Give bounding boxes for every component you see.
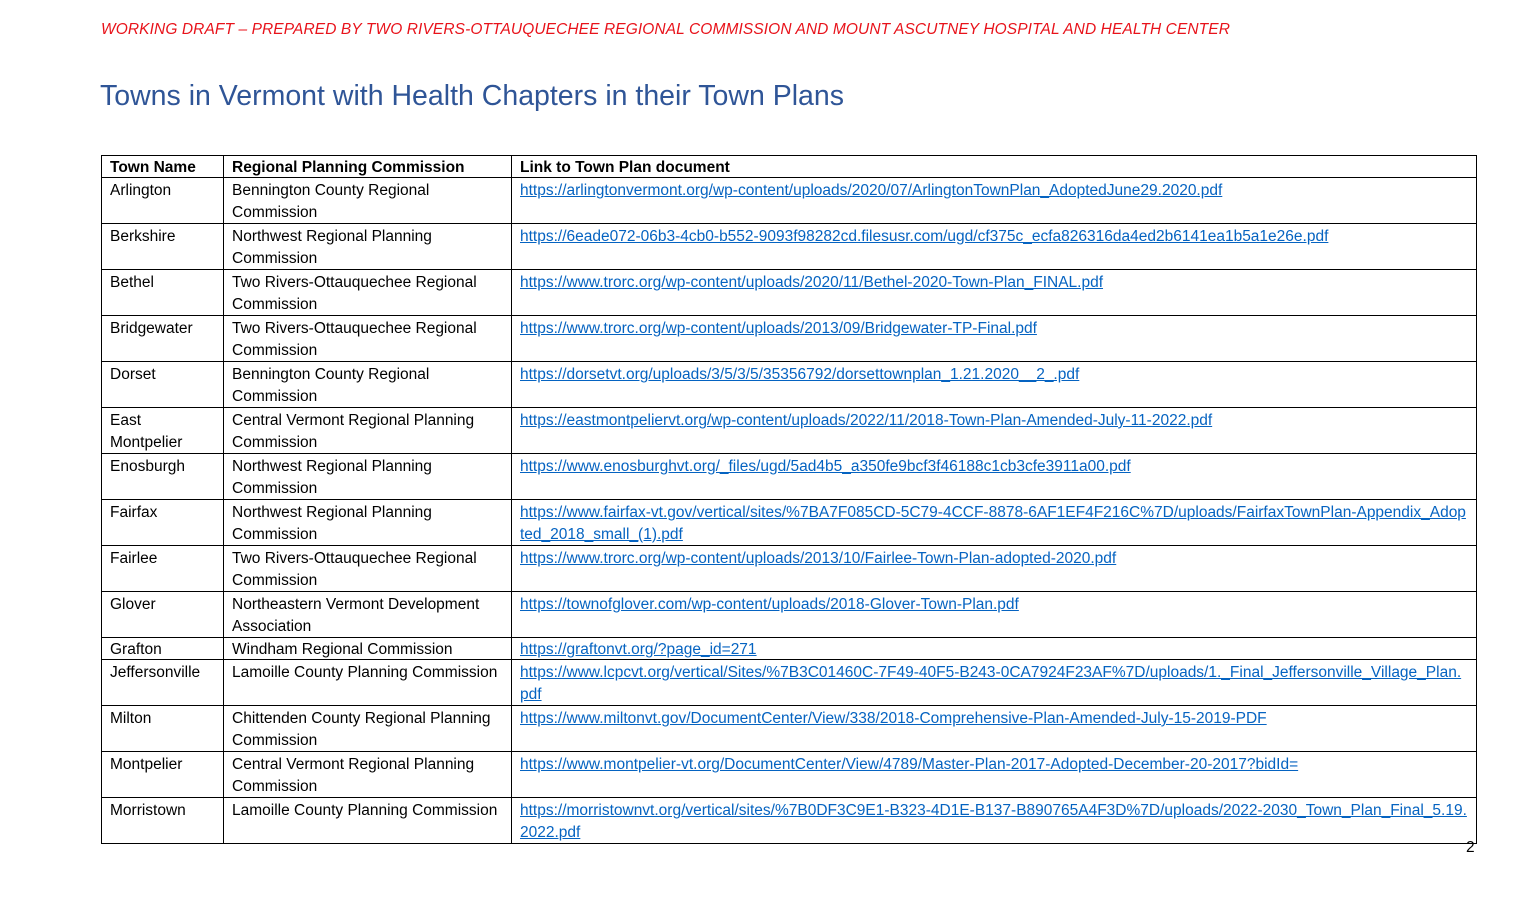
draft-header-note: WORKING DRAFT – PREPARED BY TWO RIVERS-OTTAUQUECHEE REGIONAL COMMISSION AND MOUNT ASCUTNEY HOSPITAL AND HEALTH CENTER [101,21,1230,38]
link-cell [512,546,1477,592]
town-name-cell: Bridgewater [102,316,224,362]
town-name-cell: Fairlee [102,546,224,592]
link-cell [512,454,1477,500]
town-name-cell: Morristown [102,798,224,844]
link-cell [512,638,1477,660]
link-cell [512,752,1477,798]
table-row [102,270,1477,316]
town-plan-link[interactable]: https://www.trorc.org/wp-content/uploads/2020/11/Bethel-2020-Town-Plan_FINAL.pdf [520,274,1104,291]
link-cell [512,706,1477,752]
commission-cell: Two Rivers-Ottauquechee Regional Commission [224,316,512,362]
link-cell [512,592,1477,638]
link-cell [512,224,1477,270]
town-plan-link[interactable]: https://www.montpelier-vt.org/DocumentCenter/View/4789/Master-Plan-2017-Adopted-December-20-2017?bidId= [520,756,1299,773]
towns-table [101,155,1477,844]
table-row [102,752,1477,798]
link-cell [512,316,1477,362]
link-cell [512,362,1477,408]
column-header-town: Town Name [102,156,224,178]
town-name-cell: Arlington [102,178,224,224]
town-plan-link[interactable]: https://www.miltonvt.gov/DocumentCenter/View/338/2018-Comprehensive-Plan-Amended-July-15-2019-PDF [520,710,1267,727]
town-plan-link[interactable]: https://www.trorc.org/wp-content/uploads/2013/10/Fairlee-Town-Plan-adopted-2020.pdf [520,550,1117,567]
town-name-cell: Fairfax [102,500,224,546]
town-plan-link[interactable]: https://eastmontpeliervt.org/wp-content/uploads/2022/11/2018-Town-Plan-Amended-July-11-2022.pdf [520,412,1213,429]
town-plan-link[interactable]: https://www.trorc.org/wp-content/uploads/2013/09/Bridgewater-TP-Final.pdf [520,320,1037,337]
town-name-cell: Dorset [102,362,224,408]
commission-cell: Lamoille County Planning Commission [224,798,512,844]
commission-cell: Windham Regional Commission [224,638,512,660]
commission-cell: Bennington County Regional Commission [224,178,512,224]
town-name-cell: Jeffersonville [102,660,224,706]
table-row [102,316,1477,362]
page-number: 2 [1466,839,1475,856]
town-name-cell: Milton [102,706,224,752]
town-plan-link[interactable]: https://www.lcpcvt.org/vertical/Sites/%7B3C01460C-7F49-40F5-B243-0CA7924F23AF%7D/uploads/1._Final_Jeffersonville_Village_Plan.pdf [520,664,1462,703]
table-row [102,500,1477,546]
town-plan-link[interactable]: https://townofglover.com/wp-content/uploads/2018-Glover-Town-Plan.pdf [520,596,1019,613]
table-row [102,638,1477,660]
link-cell [512,178,1477,224]
commission-cell: Northwest Regional Planning Commission [224,224,512,270]
town-plan-link[interactable]: https://dorsetvt.org/uploads/3/5/3/5/35356792/dorsettownplan_1.21.2020__2_.pdf [520,366,1080,383]
table-row [102,224,1477,270]
town-name-cell: Grafton [102,638,224,660]
commission-cell: Northwest Regional Planning Commission [224,454,512,500]
table-row [102,408,1477,454]
commission-cell: Chittenden County Regional Planning Commission [224,706,512,752]
table-header-row [102,156,1477,178]
commission-cell: Northwest Regional Planning Commission [224,500,512,546]
commission-cell: Bennington County Regional Commission [224,362,512,408]
town-plan-link[interactable]: https://morristownvt.org/vertical/sites/%7B0DF3C9E1-B323-4D1E-B137-B890765A4F3D%7D/uploads/2022-2030_Town_Plan_Final_5.19.2022.pdf [520,802,1467,841]
commission-cell: Two Rivers-Ottauquechee Regional Commission [224,546,512,592]
commission-cell: Central Vermont Regional Planning Commission [224,752,512,798]
town-plan-link[interactable]: https://6eade072-06b3-4cb0-b552-9093f98282cd.filesusr.com/ugd/cf375c_ecfa826316da4ed2b6141ea1b5a1e26e.pdf [520,228,1329,245]
column-header-commission: Regional Planning Commission [224,156,512,178]
town-name-cell: East Montpelier [102,408,224,454]
town-name-cell: Bethel [102,270,224,316]
town-plan-link[interactable]: https://graftonvt.org/?page_id=271 [520,641,757,658]
table-row [102,362,1477,408]
table-row [102,592,1477,638]
commission-cell: Northeastern Vermont Development Association [224,592,512,638]
link-cell [512,270,1477,316]
document-title: Towns in Vermont with Health Chapters in their Town Plans [100,80,845,112]
town-name-cell: Enosburgh [102,454,224,500]
link-cell [512,408,1477,454]
link-cell [512,660,1477,706]
town-name-cell: Glover [102,592,224,638]
table-row [102,798,1477,844]
table-row [102,178,1477,224]
link-cell [512,798,1477,844]
commission-cell: Two Rivers-Ottauquechee Regional Commission [224,270,512,316]
commission-cell: Central Vermont Regional Planning Commission [224,408,512,454]
table-row [102,454,1477,500]
link-cell [512,500,1477,546]
column-header-link: Link to Town Plan document [512,156,1477,178]
town-name-cell: Montpelier [102,752,224,798]
table-row [102,546,1477,592]
table-row [102,660,1477,706]
town-plan-link[interactable]: https://www.fairfax-vt.gov/vertical/sites/%7BA7F085CD-5C79-4CCF-8878-6AF1EF4F216C%7D/uploads/FairfaxTownPlan-Appendix_Adopted_2018_small_(1).pdf [520,504,1466,543]
town-plan-link[interactable]: https://www.enosburghvt.org/_files/ugd/5ad4b5_a350fe9bcf3f46188c1cb3cfe3911a00.pdf [520,458,1131,475]
town-name-cell: Berkshire [102,224,224,270]
town-plan-link[interactable]: https://arlingtonvermont.org/wp-content/uploads/2020/07/ArlingtonTownPlan_AdoptedJune29.2020.pdf [520,182,1223,199]
table-row [102,706,1477,752]
commission-cell: Lamoille County Planning Commission [224,660,512,706]
